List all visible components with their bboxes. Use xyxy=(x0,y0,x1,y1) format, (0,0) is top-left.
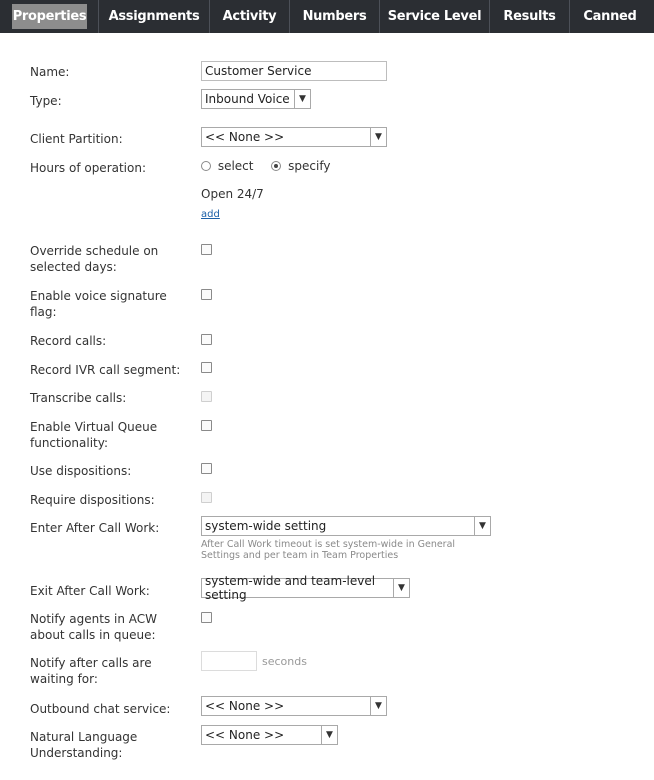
enter-acw-select[interactable] xyxy=(201,516,491,536)
type-select[interactable] xyxy=(201,89,311,109)
exit-acw-select[interactable] xyxy=(201,574,410,602)
tab-assignments[interactable]: Assignments xyxy=(99,0,210,33)
require-dispositions-checkbox xyxy=(201,492,212,503)
notify-acw-label: Notify agents in ACW about calls in queue: xyxy=(30,612,158,642)
hours-add-link[interactable]: add xyxy=(201,209,220,220)
tab-results[interactable]: Results xyxy=(490,0,570,33)
use-dispositions-checkbox[interactable] xyxy=(201,463,212,474)
override-schedule-checkbox[interactable] xyxy=(201,244,212,255)
hours-specify-radio[interactable] xyxy=(271,161,281,171)
outbound-chat-label: Outbound chat service: xyxy=(30,702,171,716)
virtual-queue-checkbox[interactable] xyxy=(201,420,212,431)
name-input[interactable] xyxy=(201,61,387,81)
client-partition-value: << None >> xyxy=(205,130,285,144)
tab-bar xyxy=(0,0,654,33)
tab-properties[interactable]: Properties xyxy=(12,4,87,29)
chevron-down-icon: ▼ xyxy=(321,726,337,744)
override-schedule-label: Override schedule on selected days: xyxy=(30,244,159,274)
chevron-down-icon: ▼ xyxy=(370,697,386,715)
chevron-down-icon: ▼ xyxy=(370,128,386,146)
chevron-down-icon: ▼ xyxy=(294,90,310,108)
hours-specify-label: specify xyxy=(288,159,331,173)
hours-schedule-text: Open 24/7 xyxy=(201,187,264,201)
use-dispositions-label: Use dispositions: xyxy=(30,464,132,478)
record-ivr-label: Record IVR call segment: xyxy=(30,363,181,377)
hours-label: Hours of operation: xyxy=(30,161,147,175)
exit-acw-label: Exit After Call Work: xyxy=(30,584,150,598)
exit-acw-value: system-wide and team-level setting xyxy=(205,574,376,602)
notify-acw-checkbox[interactable] xyxy=(201,612,212,623)
transcribe-calls-label: Transcribe calls: xyxy=(30,391,127,405)
transcribe-calls-checkbox xyxy=(201,391,212,402)
type-label: Type: xyxy=(30,94,62,108)
record-calls-checkbox[interactable] xyxy=(201,334,212,345)
chevron-down-icon: ▼ xyxy=(393,579,409,597)
client-partition-select[interactable] xyxy=(201,127,387,147)
tab-activity[interactable]: Activity xyxy=(210,0,290,33)
tab-service-level[interactable]: Service Level xyxy=(380,0,490,33)
type-select-value: Inbound Voice xyxy=(205,92,290,106)
hours-select-radio[interactable] xyxy=(201,161,211,171)
tab-numbers[interactable]: Numbers xyxy=(290,0,380,33)
tab-canned[interactable]: Canned xyxy=(583,9,637,24)
hours-select-label: select xyxy=(217,159,254,173)
name-label: Name: xyxy=(30,65,70,79)
record-ivr-checkbox[interactable] xyxy=(201,362,212,373)
record-calls-label: Record calls: xyxy=(30,334,107,348)
nlu-label: Natural Language Understanding: xyxy=(30,730,138,760)
voice-signature-checkbox[interactable] xyxy=(201,289,212,300)
nlu-select[interactable] xyxy=(201,725,338,745)
virtual-queue-label: Enable Virtual Queue functionality: xyxy=(30,420,158,450)
voice-signature-label: Enable voice signature flag: xyxy=(30,289,167,319)
nlu-value: << None >> xyxy=(205,728,285,742)
outbound-chat-select[interactable] xyxy=(201,696,387,716)
hours-radio-group xyxy=(201,159,330,173)
chevron-down-icon: ▼ xyxy=(474,517,490,535)
client-partition-label: Client Partition: xyxy=(30,132,123,146)
enter-acw-value: system-wide setting xyxy=(205,519,327,533)
enter-acw-label: Enter After Call Work: xyxy=(30,521,160,535)
notify-after-label: Notify after calls are waiting for: xyxy=(30,656,152,686)
outbound-chat-value: << None >> xyxy=(205,699,285,713)
notify-after-input[interactable] xyxy=(201,651,257,671)
enter-acw-hint: After Call Work timeout is set system-wide in General Settings and per team in Team Properties xyxy=(201,539,456,561)
notify-after-unit: seconds xyxy=(262,655,307,668)
require-dispositions-label: Require dispositions: xyxy=(30,493,155,507)
